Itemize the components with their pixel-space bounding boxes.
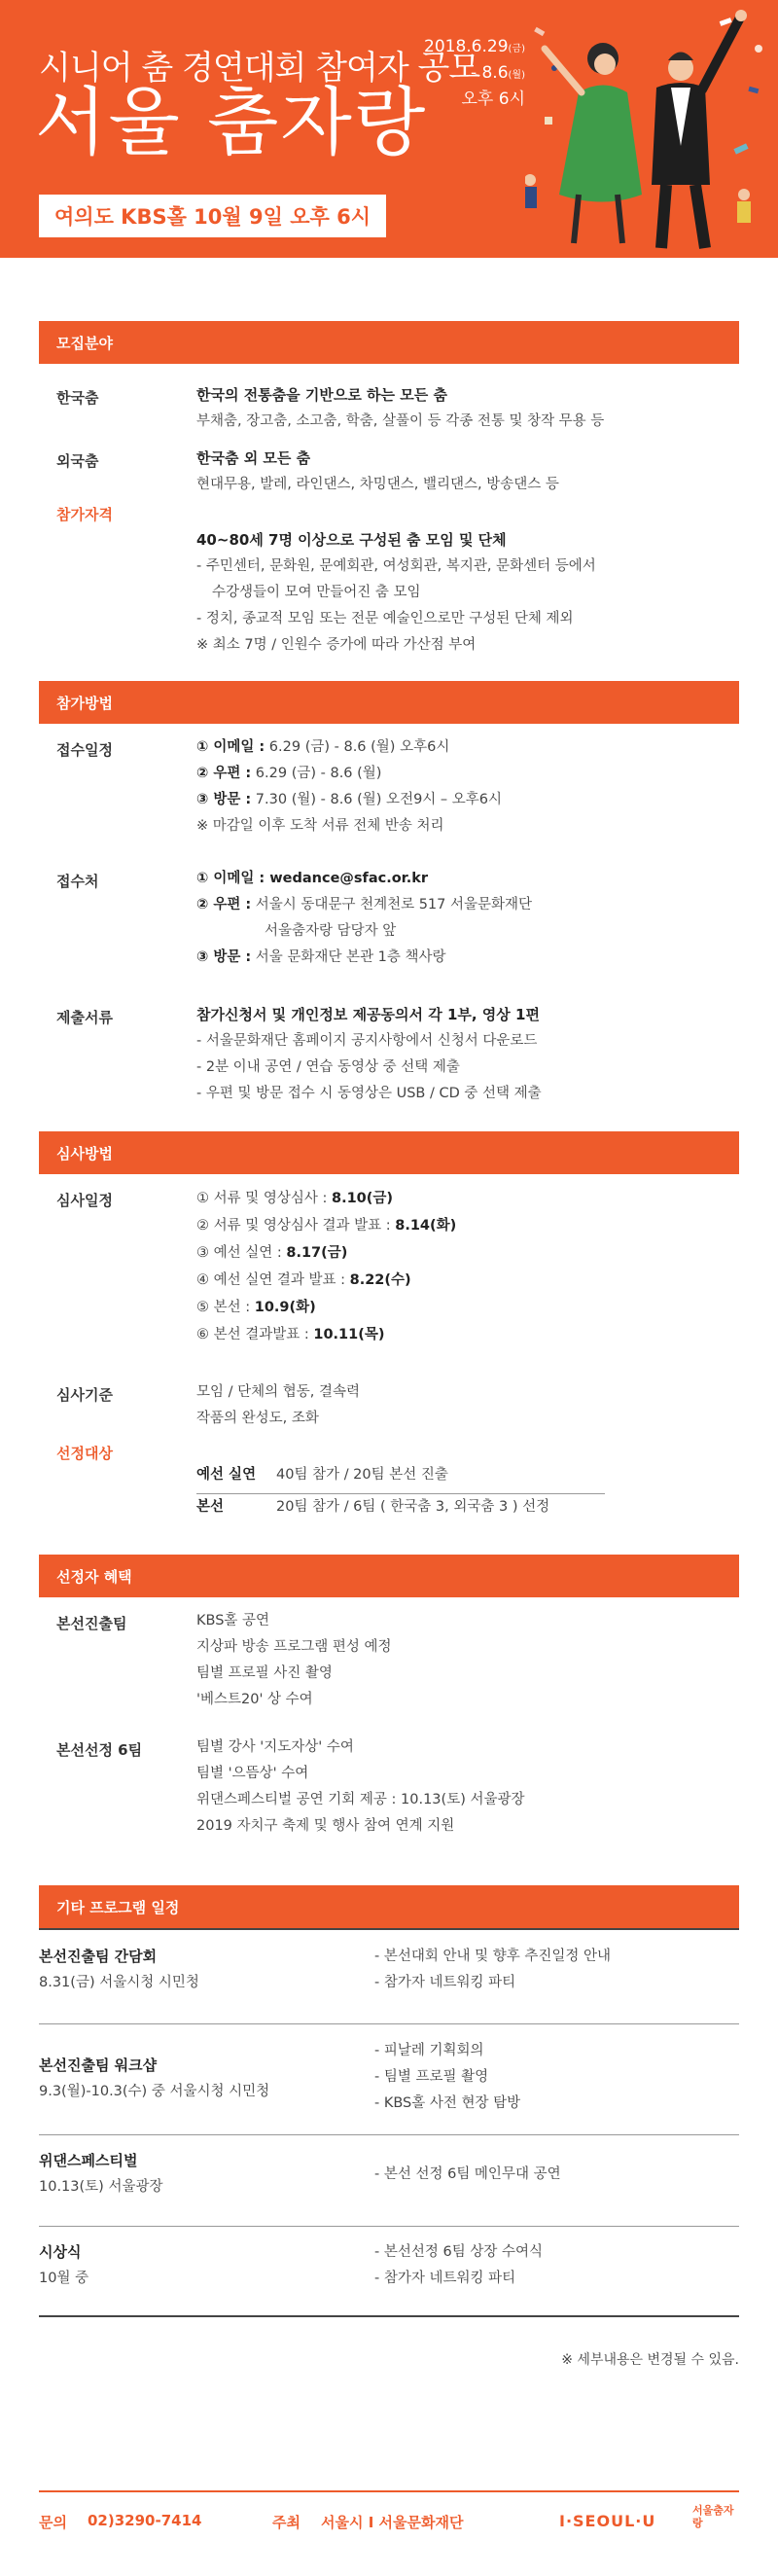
program-details [374, 1944, 739, 1996]
schedule-email-value: 6.29 (금) - 8.6 (월) 오후6시 [265, 739, 450, 755]
review-step-date: 10.9(화) [254, 1300, 316, 1315]
documents-line3: - 2분 이내 공연 / 연습 동영상 중 선택 제출 [196, 1059, 460, 1075]
place-visit-key: ③ 방문 : [196, 949, 252, 965]
section-recruit [39, 321, 739, 671]
korean-dance-desc [196, 382, 604, 435]
program-row [39, 2239, 360, 2292]
section-header-review: 심사방법 [39, 1131, 739, 1174]
benefit-item: 2019 자치구 축제 및 행사 참여 연계 지원 [196, 1818, 455, 1834]
banner-dates [379, 35, 525, 111]
footer-rule [39, 2490, 739, 2492]
programs-divider [39, 2023, 739, 2024]
program-detail: - 피날레 기획회의 [374, 2043, 484, 2058]
program-details [374, 2038, 739, 2117]
section-method [39, 681, 739, 1119]
section-header-recruit: 모집분야 [39, 321, 739, 364]
label-korean-dance: 한국춤 [56, 389, 99, 407]
documents-line4: - 우편 및 방문 접수 시 동영상은 USB / CD 중 선택 제출 [196, 1086, 542, 1101]
review-step-date: 10.11(목) [313, 1327, 385, 1342]
programs-divider [39, 2226, 739, 2227]
benefit-item: '베스트20' 상 수여 [196, 1692, 313, 1707]
selection-prelim-value: 40팀 참가 / 20팀 본선 진출 [276, 1467, 448, 1483]
review-step-date: 8.14(화) [395, 1218, 457, 1234]
program-details [374, 2162, 739, 2188]
review-step-date: 8.22(수) [349, 1272, 411, 1288]
schedule-note: ※ 마감일 이후 도착 서류 전체 반송 처리 [196, 818, 444, 834]
label-submission-schedule: 접수일정 [56, 741, 113, 759]
date-end-day: (월) [508, 70, 525, 81]
banner-subtitle: 시니어 춤 경연대회 참여자 공모 [39, 49, 480, 88]
review-step-label: ⑥ 본선 결과발표 : [196, 1327, 314, 1342]
date-start-day: (금) [508, 44, 525, 54]
section-header-method: 참가방법 [39, 681, 739, 724]
section-benefits [39, 1555, 739, 1876]
qualification-line3: 수강생들이 모여 만들어진 춤 모임 [212, 585, 421, 600]
schedule-email-key: ① 이메일 : [196, 739, 265, 755]
label-top6: 본선선정 6팀 [56, 1741, 143, 1759]
contact-phone[interactable]: 02)3290-7414 [88, 2512, 202, 2529]
program-row [39, 1944, 360, 1996]
review-step-label: ③ 예선 실연 : [196, 1245, 287, 1261]
program-when: 10.13(토) 서울광장 [39, 2179, 163, 2195]
program-when: 8.31(금) 서울시청 시민청 [39, 1975, 199, 1990]
qualification-desc [196, 527, 596, 659]
host-value: 서울시 I 서울문화재단 [321, 2514, 464, 2531]
program-title: 본선진출팀 간담회 [39, 1948, 158, 1965]
benefit-item: 팀별 프로필 사진 촬영 [196, 1665, 333, 1681]
foreign-dance-line2: 현대무용, 발레, 라인댄스, 차밍댄스, 밸리댄스, 방송댄스 등 [196, 477, 559, 492]
label-documents: 제출서류 [56, 1009, 113, 1026]
submission-place [196, 866, 532, 971]
place-email-value[interactable]: wedance@sfac.or.kr [265, 871, 429, 886]
label-submission-place: 접수처 [56, 873, 99, 890]
label-review-criteria: 심사기준 [56, 1386, 113, 1404]
banner-title: 서울 춤자랑 [35, 79, 428, 165]
section-review [39, 1131, 739, 1540]
date-end: - 8.6 [470, 63, 509, 83]
program-title: 본선진출팀 워크샵 [39, 2057, 158, 2074]
iseoulu-logo: I·SEOUL·U [559, 2512, 656, 2530]
programs-divider [39, 2134, 739, 2135]
top6-benefits [196, 1735, 525, 1840]
program-detail: - 참가자 네트워킹 파티 [374, 1975, 516, 1990]
documents [196, 1002, 542, 1107]
program-detail: - 팀별 프로필 촬영 [374, 2069, 489, 2085]
program-row [39, 2148, 360, 2200]
program-detail: - 본선선정 6팀 상장 수여식 [374, 2244, 543, 2260]
selection-final-value: 20팀 참가 / 6팀 ( 한국춤 3, 외국춤 3 ) 선정 [276, 1499, 550, 1515]
place-visit-value: 서울 문화재단 본관 1층 책사랑 [251, 949, 446, 965]
submission-schedule [196, 734, 502, 840]
documents-line2: - 서울문화재단 홈페이지 공지사항에서 신청서 다운로드 [196, 1033, 538, 1049]
place-email-key: ① 이메일 : [196, 871, 265, 886]
qualification-line4: - 정치, 종교적 모임 또는 전문 예술인으로만 구성된 단체 제외 [196, 611, 574, 626]
review-step-date: 8.10(금) [331, 1191, 394, 1206]
review-step-label: ⑤ 본선 : [196, 1300, 255, 1315]
benefit-item: KBS홀 공연 [196, 1613, 270, 1628]
benefit-item: 위댄스페스티벌 공연 기회 제공 : 10.13(토) 서울광장 [196, 1792, 525, 1807]
program-detail: - 본선대회 안내 및 향후 추진일정 안내 [374, 1949, 611, 1964]
review-step-label: ① 서류 및 영상심사 : [196, 1191, 332, 1206]
review-step-label: ② 서류 및 영상심사 결과 발표 : [196, 1218, 396, 1234]
selection-table [196, 1462, 702, 1521]
label-foreign-dance: 외국춤 [56, 452, 99, 470]
finalists-benefits [196, 1608, 392, 1713]
date-start: 2018.6.29 [424, 37, 509, 56]
schedule-post-key: ② 우편 : [196, 766, 252, 781]
schedule-visit-value: 7.30 (월) - 8.6 (월) 오전9시 – 오후6시 [251, 792, 503, 807]
programs-top-rule [39, 1928, 739, 1930]
label-review-schedule: 심사일정 [56, 1192, 113, 1209]
seoul-dance-logo: 서울춤자랑 [692, 2504, 734, 2529]
benefit-item: 팀별 강사 '지도자상' 수여 [196, 1739, 354, 1755]
program-title: 시상식 [39, 2243, 82, 2261]
schedule-post-value: 6.29 (금) - 8.6 (월) [251, 766, 382, 781]
label-qualification: 참가자격 [56, 506, 113, 523]
footer [39, 2504, 739, 2543]
criteria-line2: 작품의 완성도, 조화 [196, 1411, 319, 1426]
program-details [374, 2239, 739, 2292]
qualification-line5: ※ 최소 7명 / 인원수 증가에 따라 가산점 부여 [196, 637, 477, 653]
label-selection: 선정대상 [56, 1445, 113, 1462]
program-detail: - 참가자 네트워킹 파티 [374, 2271, 516, 2286]
place-post-recipient: 서울춤자랑 담당자 앞 [265, 923, 397, 939]
venue-badge: 여의도 KBS홀 10월 9일 오후 6시 [39, 195, 386, 237]
label-finalists: 본선진출팀 [56, 1615, 127, 1632]
section-header-benefits: 선정자 혜택 [39, 1555, 739, 1597]
selection-prelim-key: 예선 실연 [196, 1467, 257, 1483]
date-time: 오후 6시 [461, 89, 525, 109]
benefit-item: 지상파 방송 프로그램 편성 예정 [196, 1639, 392, 1655]
review-criteria [196, 1379, 360, 1432]
banner [0, 0, 778, 258]
benefit-item: 팀별 '으뜸상' 수여 [196, 1766, 309, 1781]
review-step-label: ④ 예선 실연 결과 발표 : [196, 1272, 350, 1288]
selection-final-key: 본선 [196, 1499, 225, 1515]
qualification-line1: 40~80세 7명 이상으로 구성된 춤 모임 및 단체 [196, 531, 507, 549]
section-programs [39, 1885, 739, 2343]
foreign-dance-line1: 한국춤 외 모든 춤 [196, 449, 311, 467]
selection-divider [196, 1493, 605, 1494]
program-detail: - 본선 선정 6팀 메인무대 공연 [374, 2166, 561, 2182]
documents-line1: 참가신청서 및 개인정보 제공동의서 각 1부, 영상 1편 [196, 1006, 540, 1023]
review-schedule [196, 1185, 456, 1348]
foreign-dance-desc [196, 446, 559, 498]
korean-dance-line2: 부채춤, 장고춤, 소고춤, 학춤, 살풀이 등 각종 전통 및 창작 무용 등 [196, 413, 605, 429]
program-detail: - KBS홀 사전 현장 탐방 [374, 2095, 521, 2111]
korean-dance-line1: 한국의 전통춤을 기반으로 하는 모든 춤 [196, 386, 447, 404]
program-title: 위댄스페스티벌 [39, 2152, 138, 2169]
change-notice: ※ 세부내용은 변경될 수 있음. [561, 2352, 739, 2368]
program-when: 9.3(월)-10.3(수) 중 서울시청 시민청 [39, 2084, 270, 2099]
program-row [39, 2053, 360, 2105]
programs-bottom-rule [39, 2315, 739, 2317]
dancers-illustration [525, 0, 778, 258]
place-post-value: 서울시 동대문구 천계천로 517 서울문화재단 [251, 897, 533, 912]
section-header-programs: 기타 프로그램 일정 [39, 1885, 739, 1928]
place-post-key: ② 우편 : [196, 897, 252, 912]
host-label: 주최 [272, 2514, 301, 2531]
program-when: 10월 중 [39, 2271, 89, 2286]
review-step-date: 8.17(금) [286, 1245, 348, 1261]
criteria-line1: 모임 / 단체의 협동, 결속력 [196, 1384, 361, 1400]
qualification-line2: - 주민센터, 문화원, 문예회관, 여성회관, 복지관, 문화센터 등에서 [196, 558, 596, 574]
contact-label: 문의 [39, 2514, 67, 2531]
schedule-visit-key: ③ 방문 : [196, 792, 252, 807]
